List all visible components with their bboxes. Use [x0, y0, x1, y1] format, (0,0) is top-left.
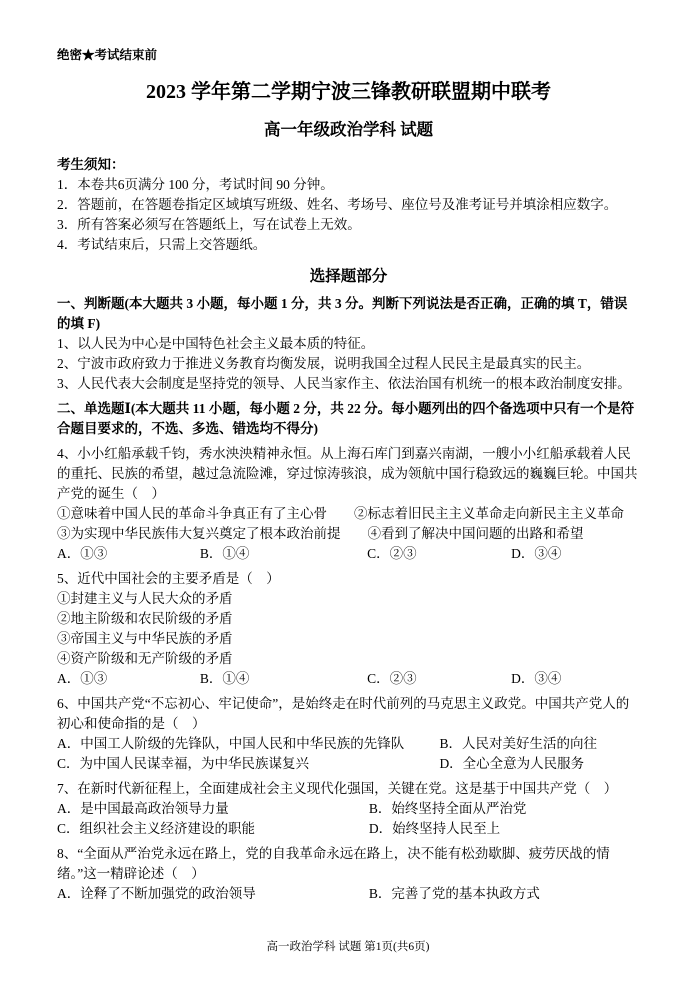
question-7-stem: 7、在新时代新征程上，全面建成社会主义现代化强国，关键在党。这是基于中国共产党（ ）: [57, 781, 618, 796]
choice-b: B．①④: [199, 671, 250, 686]
question-6: [57, 694, 640, 774]
question-7-choices-row: [57, 799, 640, 819]
choice-a: A．中国工人阶级的先锋队，中国人民和中华民族的先锋队: [57, 736, 405, 751]
question-2: 2、宁波市政府致力于推进义务教育均衡发展，说明我国全过程人民民主是最真实的民主。: [57, 356, 591, 371]
question-3: 3、人民代表大会制度是坚持党的领导、人民当家作主、依法治国有机统一的根本政治制度安排。: [57, 376, 631, 391]
question-1: 1、以人民为中心是中国特色社会主义最本质的特征。: [57, 336, 375, 351]
choice-d: D．③④: [511, 671, 562, 686]
question-8: [57, 844, 640, 904]
question-7-choices-row: [57, 819, 640, 839]
question-5-option-line: ②地主阶级和农民阶级的矛盾: [57, 611, 233, 626]
question-8-stem: 8、“全面从严治党永远在路上，党的自我革命永远在路上，决不能有松劲歇脚、疲劳厌战的情绪。”这一精辟论述（ ）: [57, 846, 610, 881]
question-6-choices-row: [57, 734, 640, 754]
question-4-stem: 4、小小红船承载千钧，秀水泱泱精神永恒。从上海石库门到嘉兴南湖，一艘小小红船承载着人民的重托、民族的希望，越过急流险滩，穿过惊涛骇浪，成为领航中国行稳致远的巍巍巨轮。中国共产党的诞生（ ）: [57, 446, 638, 501]
question-5-choices: [57, 669, 640, 689]
question-4-option-line: ①意味着中国人民的革命斗争真正有了主心骨 ②标志着旧民主主义革命走向新民主主义革命: [57, 506, 624, 521]
choice-c: C．②③: [367, 546, 417, 561]
notice-item: 1．本卷共6页满分 100 分，考试时间 90 分钟。: [57, 177, 334, 192]
notice-item: 3．所有答案必须写在答题纸上，写在试卷上无效。: [57, 217, 361, 232]
question-6-stem: 6、中国共产党“不忘初心、牢记使命”，是始终走在时代前列的马克思主义政党。中国共产党人的初心和使命指的是（ ）: [57, 696, 630, 731]
question-4-option-line: ③为实现中华民族伟大复兴奠定了根本政治前提 ④看到了解决中国问题的出路和希望: [57, 526, 584, 541]
notice-item: 2．答题前，在答题卷指定区域填写班级、姓名、考场号、座位号及准考证号并填涂相应数字。: [57, 197, 618, 212]
choice-c: C．②③: [367, 671, 417, 686]
question-4-choices: [57, 544, 640, 564]
exam-subtitle: 高一年级政治学科 试题: [263, 120, 434, 139]
question-7: [57, 779, 640, 839]
question-5-option-line: ④资产阶级和无产阶级的矛盾: [57, 651, 233, 666]
choice-d: D．全心全意为人民服务: [439, 756, 585, 771]
question-5-stem: 5、近代中国社会的主要矛盾是（ ）: [57, 571, 280, 586]
question-5: [57, 569, 640, 689]
choice-a: A．①③: [57, 671, 108, 686]
choice-a: A．是中国最高政治领导力量: [57, 801, 229, 816]
question-5-option-line: ①封建主义与人民大众的矛盾: [57, 591, 233, 606]
part2-heading: 二、单选题Ⅰ(本大题共 11 小题，每小题 2 分，共 22 分。每小题列出的四个备选项中只有一个是符合题目要求的，不选、多选、错选均不得分): [57, 401, 635, 436]
choice-b: B．①④: [199, 546, 250, 561]
classification-label: 绝密★考试结束前: [57, 48, 158, 62]
question-5-option-line: ③帝国主义与中华民族的矛盾: [57, 631, 233, 646]
choice-b: B．完善了党的基本执政方式: [368, 886, 540, 901]
exam-title: 2023 学年第二学期宁波三锋教研联盟期中联考: [146, 81, 551, 103]
choice-b: B．始终坚持全面从严治党: [368, 801, 527, 816]
section-title: 选择题部分: [309, 268, 388, 285]
choice-a: A．①③: [57, 546, 108, 561]
choice-a: A．诠释了不断加强党的政治领导: [57, 886, 256, 901]
notice-heading: 考生须知：: [57, 157, 125, 172]
notice-item: 4．考试结束后，只需上交答题纸。: [57, 237, 267, 252]
choice-c: C．为中国人民谋幸福，为中华民族谋复兴: [57, 756, 310, 771]
page-footer: 高一政治学科 试题 第1页(共6页): [266, 941, 430, 953]
choice-d: D．始终坚持人民至上: [368, 821, 501, 836]
question-6-choices-row: [57, 754, 640, 774]
part1-heading: 一、判断题(本大题共 3 小题，每小题 1 分，共 3 分。判断下列说法是否正确，正确的填 T，错误的填 F): [57, 296, 628, 331]
question-4: [57, 444, 640, 564]
question-8-choices-row: [57, 884, 640, 904]
choice-d: D．③④: [511, 546, 562, 561]
choice-b: B．人民对美好生活的向往: [439, 736, 597, 751]
choice-c: C．组织社会主义经济建设的职能: [57, 821, 256, 836]
